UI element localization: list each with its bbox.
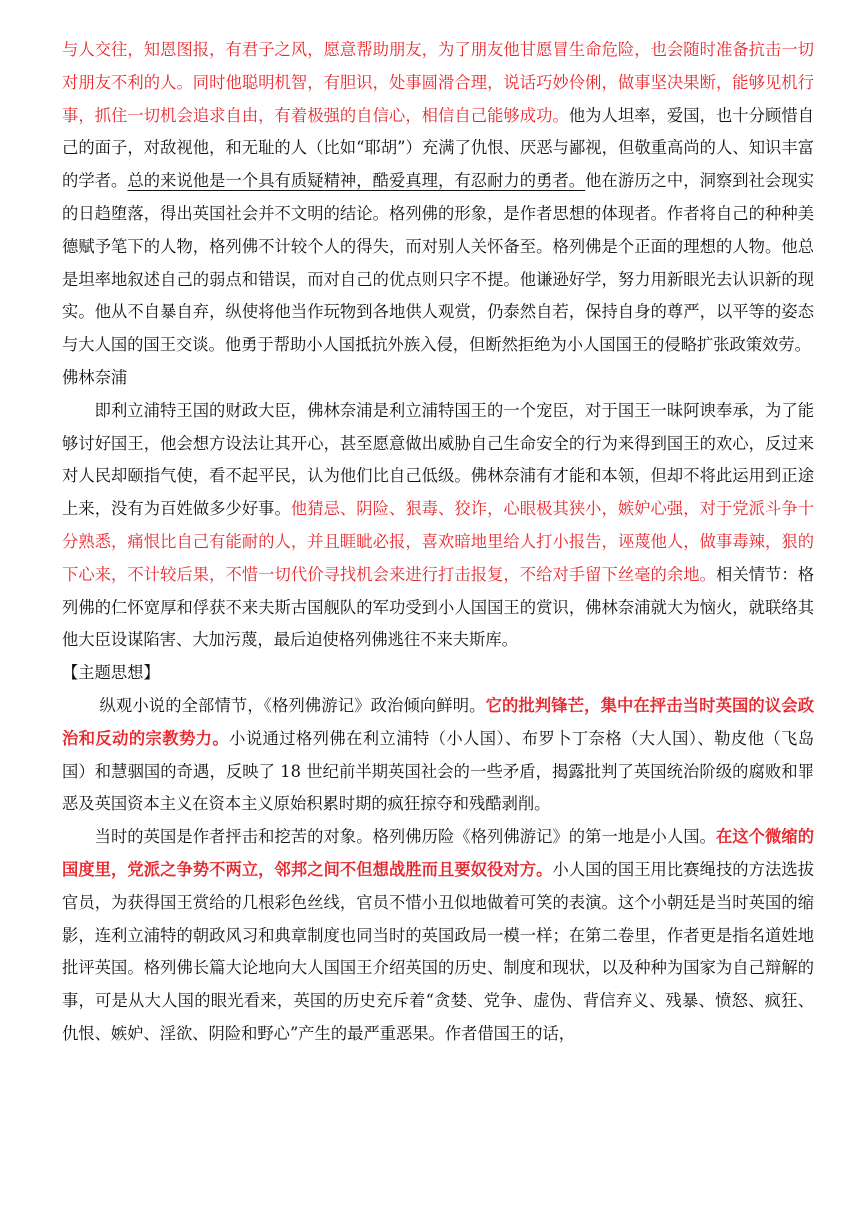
gulliver-character-paragraph	[62, 34, 814, 362]
document-page	[62, 34, 814, 1051]
flimnap-heading: 佛林奈浦	[62, 367, 128, 387]
england-paragraph	[62, 821, 814, 1051]
highlighted-text: 他猜忌、阴险、狠毒、狡诈，心眼极其狭小，嫉妒心强，对于党派斗争十分熟悉，痛恨比自己有能耐的人，并且睚眦必报，喜欢暗地里给人打小报告，诬蔑他人，做事毒辣，狠的下心来，不计较后果，不惜一切代价寻找机会来进行打击报复，不给对手留下丝毫的余地。	[62, 499, 814, 584]
underlined-text: 总的来说他是一个具有质疑精神，酷爱真理，有忍耐力的勇者。	[127, 171, 586, 191]
body-text: 他为人坦率，爱国，也十分顾惜自己的面子，对敌视他，和无耻的人（比如“耶胡”）充满了仇恨、厌恶与鄙视，但敬重高尚的人、知识丰富的学者。	[62, 105, 814, 191]
body-text: 他在游历之中，洞察到社会现实的日趋堕落，得出英国社会并不文明的结论。格列佛的形象，是作者思想的体现者。作者将自己的种种美德赋予笔下的人物，格列佛不计较个人的得失，而对别人关怀备至。格列佛是个正面的理想的人物。他总是坦率地叙述自己的弱点和错误，而对自己的优点则只字不提。他谦逊好学，努力用新眼光去认识新的现实。他从不自暴自弃，纵使将他当作玩物到各地供人观赏，仍泰然自若，保持自身的尊严，以平等的姿态与大人国的国王交谈。他勇于帮助小人国抵抗外族入侵，但断然拒绝为小人国国王的侵略扩张政策效劳。	[62, 171, 814, 355]
body-text: 小人国的国王用比赛绳技的方法选拔官员，为获得国王赏给的几根彩色丝线，官员不惜小丑似地做着可笑的表演。这个小朝廷是当时英国的缩影，连利立浦特的朝政风习和典章制度也同当时的英国政局一模一样；在第二卷里，作者更是指名道姓地批评英国。格列佛长篇大论地向大人国国王介绍英国的历史、制度和现状，以及种种为国家为自己辩解的事，可是从大人国的眼光看来，英国的历史充斥着“贪婪、党争、虚伪、背信弃义、残暴、愤怒、疯狂、仇恨、嫉妒、淫欲、阴险和野心”产生的最严重恶果。作者借国王的话，	[62, 859, 814, 1043]
flimnap-paragraph	[62, 395, 814, 657]
theme-paragraph	[62, 690, 814, 821]
highlighted-bold-text: 在这个微缩的国度里，党派之争势不两立，邻邦之间不但想战胜而且要奴役对方。	[62, 827, 814, 879]
body-text: 纵观小说的全部情节，《格列佛游记》政治倾向鲜明。	[99, 695, 486, 715]
body-text: 相关情节：格列佛的仁怀宽厚和俘获不来夫斯古国舰队的军功受到小人国国王的赏识，佛林奈浦就大为恼火，就联络其他大臣设谋陷害、大加污蔑，最后迫使格列佛逃往不来夫斯库。	[62, 564, 814, 650]
highlighted-text: 与人交往，知恩图报，有君子之风，愿意帮助朋友，为了朋友他甘愿冒生命危险，也会随时准备抗击一切对朋友不利的人。同时他聪明机智，有胆识，处事圆滑合理，说话巧妙伶俐，做事坚决果断，能够见机行事，抓住一切机会追求自由，有着极强的自信心，相信自己能够成功。	[62, 40, 814, 125]
body-text: 即利立浦特王国的财政大臣，佛林奈浦是利立浦特国王的一个宠臣，对于国王一昧阿谀奉承，为了能够讨好国王，他会想方设法让其开心，甚至愿意做出威胁自己生命安全的行为来得到国王的欢心，反过来对人民却颐指气使，看不起平民，认为他们比自己低级。佛林奈浦有才能和本领，但却不将此运用到正途上来，没有为百姓做多少好事。	[62, 400, 814, 519]
highlighted-bold-text: 它的批判锋芒，集中在抨击当时英国的议会政治和反动的宗教势力。	[62, 695, 814, 748]
body-text: 小说通过格列佛在利立浦特（小人国）、布罗卜丁奈格（大人国）、勒皮他（飞岛国）和慧骃国的奇遇，反映了 18 世纪前半期英国社会的一些矛盾，揭露批判了英国统治阶级的腐败和罪恶及英国资本主义在资本主义原始积累时期的疯狂掠夺和残酷剥削。	[62, 728, 814, 814]
body-text: 当时的英国是作者抨击和挖苦的对象。格列佛历险《格列佛游记》的第一地是小人国。	[94, 827, 716, 847]
theme-heading: 【主题思想】	[62, 663, 160, 683]
